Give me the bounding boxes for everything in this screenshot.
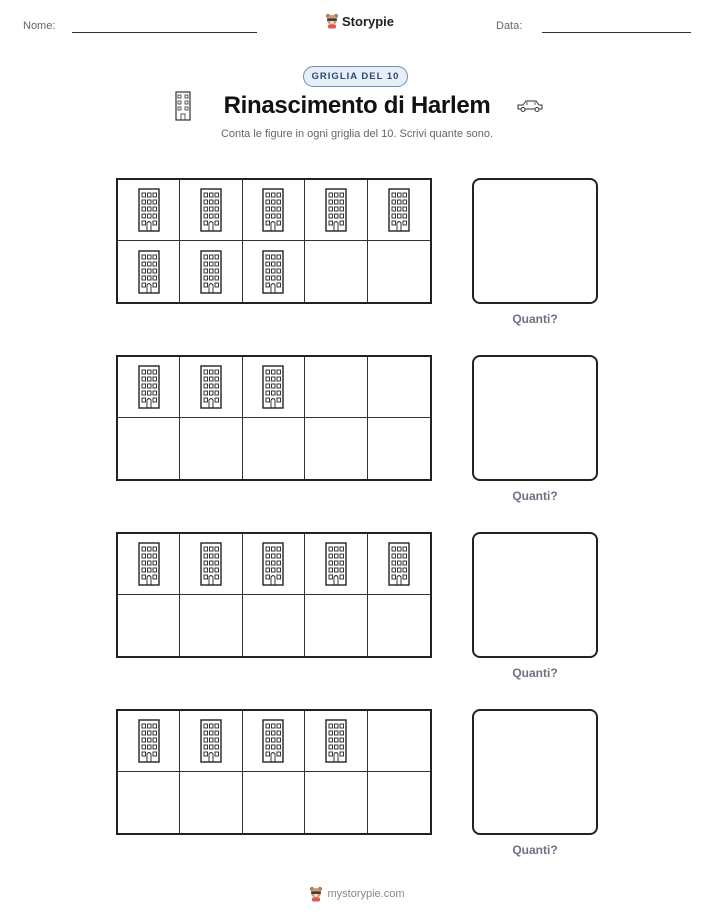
answer-label-4: Quanti? (512, 843, 558, 857)
ten-frame-cell (118, 711, 180, 772)
ten-frame-cell (243, 418, 305, 479)
ten-frame-cell (243, 534, 305, 595)
ten-frame-cell (243, 711, 305, 772)
building-icon (200, 542, 222, 586)
ten-frame-cell (368, 711, 430, 772)
ten-frame-cell (368, 772, 430, 833)
ten-frame-cell (368, 534, 430, 595)
page-title: Rinascimento di Harlem (223, 92, 491, 119)
ten-frame-cell (243, 357, 305, 418)
ten-frame-3 (116, 532, 432, 658)
ten-frame-cell (118, 595, 180, 656)
ten-frame-cell (368, 180, 430, 241)
name-label: Nome: (23, 20, 56, 32)
building-icon (262, 365, 284, 409)
ten-frame-cell (305, 595, 367, 656)
answer-box-3[interactable] (472, 532, 598, 658)
ten-frame-cell (305, 418, 367, 479)
answer-box-4[interactable] (472, 709, 598, 835)
answer-box-1[interactable] (472, 178, 598, 304)
ten-frame-cell (180, 595, 242, 656)
building-icon (262, 542, 284, 586)
ten-frame-cell (180, 180, 242, 241)
building-icon (200, 250, 222, 294)
building-icon (388, 188, 410, 232)
ten-frame-cell (118, 534, 180, 595)
brand-name: Storypie (342, 13, 395, 29)
name-field[interactable] (72, 32, 257, 33)
ten-frame-cell (243, 241, 305, 302)
ten-frame-cell (180, 534, 242, 595)
ten-frame-cell (180, 711, 242, 772)
ten-frame-cell (368, 418, 430, 479)
ten-frame-cell (118, 241, 180, 302)
ten-frame-cell (243, 180, 305, 241)
date-label: Data: (496, 20, 523, 32)
ten-frame-1 (116, 178, 432, 304)
ten-frame-cell (118, 180, 180, 241)
building-icon (388, 542, 410, 586)
building-icon (262, 719, 284, 763)
car-icon (516, 99, 544, 113)
ten-frame-2 (116, 355, 432, 481)
building-icon (325, 542, 347, 586)
ten-frame-cell (368, 241, 430, 302)
instructions: Conta le figure in ogni griglia del 10. Scrivi quante sono. (220, 128, 494, 140)
brand-logo (325, 13, 394, 29)
bear-mascot-icon (325, 13, 339, 29)
ten-frame-4 (116, 709, 432, 835)
ten-frame-cell (305, 772, 367, 833)
ten-frame-cell (180, 418, 242, 479)
worksheet-type-badge: GRIGLIA DEL 10 (303, 66, 408, 87)
building-icon (325, 719, 347, 763)
ten-frame-cell (305, 357, 367, 418)
ten-frame-cell (368, 357, 430, 418)
footer-url: mystorypie.com (327, 888, 405, 900)
building-icon (325, 188, 347, 232)
building-icon (200, 188, 222, 232)
ten-frame-cell (243, 772, 305, 833)
building-icon (175, 91, 191, 121)
ten-frame-cell (118, 418, 180, 479)
building-icon (262, 250, 284, 294)
building-icon (200, 719, 222, 763)
ten-frame-cell (305, 711, 367, 772)
footer (0, 886, 714, 902)
building-icon (138, 719, 160, 763)
answer-label-3: Quanti? (512, 666, 558, 680)
ten-frame-cell (305, 180, 367, 241)
bear-mascot-icon (309, 886, 323, 902)
building-icon (138, 250, 160, 294)
ten-frame-cell (305, 534, 367, 595)
answer-box-2[interactable] (472, 355, 598, 481)
ten-frame-cell (243, 595, 305, 656)
answer-label-2: Quanti? (512, 489, 558, 503)
building-icon (138, 188, 160, 232)
ten-frame-cell (180, 241, 242, 302)
ten-frame-cell (305, 241, 367, 302)
building-icon (138, 542, 160, 586)
answer-label-1: Quanti? (512, 312, 558, 326)
ten-frame-cell (118, 357, 180, 418)
ten-frame-cell (180, 772, 242, 833)
ten-frame-cell (118, 772, 180, 833)
ten-frame-cell (180, 357, 242, 418)
building-icon (200, 365, 222, 409)
date-field[interactable] (542, 32, 691, 33)
building-icon (262, 188, 284, 232)
building-icon (138, 365, 160, 409)
ten-frame-cell (368, 595, 430, 656)
